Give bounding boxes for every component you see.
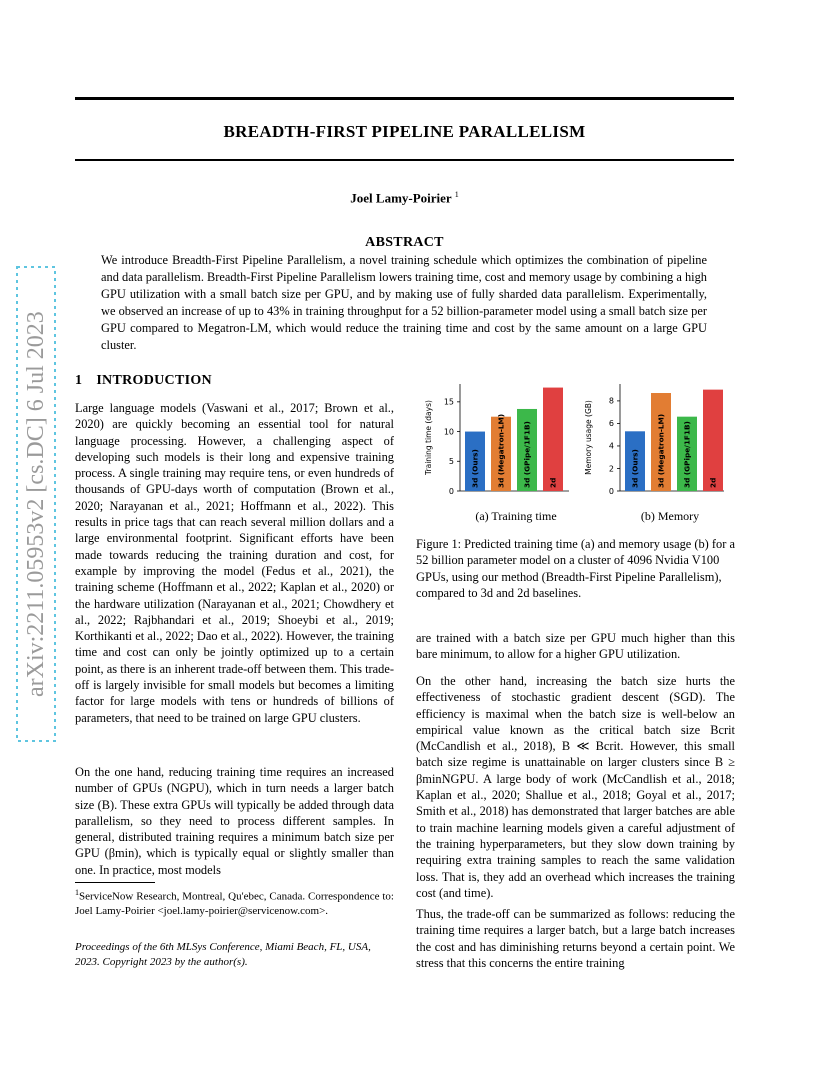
chart-0-bar-label-3: 2d <box>548 477 558 488</box>
chart-1-ytick-label: 0 <box>608 486 614 496</box>
arxiv-identifier[interactable]: arXiv:2211.05953v2 [cs.DC] 6 Jul 2023 <box>23 311 49 697</box>
footnote-text: ServiceNow Research, Montreal, Qu'ebec, Canada. Correspondence to: Joel Lamy-Poirier <joel.lamy-poirier@servicenow.com>. <box>75 890 394 918</box>
author-name: Joel Lamy-Poirier <box>350 190 452 206</box>
chart-0-ytick-label: 5 <box>448 457 454 467</box>
intro-paragraph-2: On the one hand, reducing training time requires an increased number of GPUs (NGPU), which in turn needs a larger batch size (B). These extra GPUs will typically be added through data parallelism, so they need to process different samples. In general, distributed training requires a minimum batch size per GPU (βmin), which is typically equal or slightly smaller than one. In practice, most models <box>75 765 394 877</box>
chart-1-bar-label-2: 3d (GPipe/1F1B) <box>682 421 692 488</box>
subcaption-b: (b) Memory <box>640 509 700 523</box>
chart-1-bar-3 <box>703 390 723 491</box>
chart-0-ytick-label: 10 <box>443 427 454 437</box>
figure-caption: Figure 1: Predicted training time (a) and memory usage (b) for a 52 billion parameter model on a cluster of 4096 Nvidia V100 GPUs, using our method (Breadth-First Pipeline Parallelism), compared to 3d and 2d baselines. <box>416 537 735 600</box>
author <box>75 190 734 206</box>
chart-1-bar-label-0: 3d (Ours) <box>630 449 640 488</box>
chart-0-bar-label-2: 3d (GPipe/1F1B) <box>522 421 532 488</box>
chart-0-ylabel: Training time (days) <box>424 400 433 475</box>
right-paragraph-2: On the other hand, increasing the batch size hurts the effectiveness of stochastic gradient descent (SGD). The efficiency is maximal when the batch size is well-below an empirical value known as the critical batch size Bcrit (McCandlish et al., 2018), B ≪ Bcrit. However, this small batch size regime is unattainable on larger clusters since B ≥ βminNGPU. A large body of work (McCandlish et al., 2018; Kaplan et al., 2020; Shallue et al., 2018; Goyal et al., 2017; Smith et al., 2018) has demonstrated that larger batches are able to train machine learning models given a careful adjustment of the training hyperparameters, but they slow down training by requiring extra training samples to reach the same validation loss. That is, they add an overhead which increases the training cost (and time). <box>416 674 735 900</box>
top-rule <box>75 97 734 100</box>
intro-paragraph-1: Large language models (Vaswani et al., 2017; Brown et al., 2020) are quickly becoming an essential tool for natural language processing. However, a challenging aspect of developing such models is their long and expensive training process. A single training may require tens, or even hundreds of thousands of GPU-days worth of computation (Brown et al., 2020; Narayanan et al., 2021; Hoffmann et al., 2022). This results in price tags that can reach several million dollars and a large environmental footprint. Significant efforts have been made towards reducing the training duration and cost, for example by improving the model (Fedus et al., 2021), the training scheme (Hoffmann et al., 2022; Kaplan et al., 2020) or the hardware utilization (Narayanan et al., 2021; Chowdhery et al., 2022; Rajbhandari et al., 2019; Shoeybi et al., 2019; Korthikanti et al., 2022; Dao et al., 2022). However, the training time and cost can only be jointly optimized up to a certain point, as there is an inherent trade-off between them. This trade-off is largely invisible for small models but becomes a limiting factor for large models with tens or hundreds of billions of parameters, that need to be trained on large GPU clusters. <box>75 401 394 725</box>
paper-title: BREADTH-FIRST PIPELINE PARALLELISM <box>223 122 586 141</box>
author-affiliation-mark: 1 <box>454 190 459 199</box>
right-paragraph-3: Thus, the trade-off can be summarized as follows: reducing the training time requires a larger batch, but a large batch increases the cost and has diminishing returns beyond a certain point. We stress that this concerns the entire training <box>416 907 735 970</box>
abstract-heading: ABSTRACT <box>365 235 444 250</box>
section-title: INTRODUCTION <box>96 373 212 388</box>
chart-1-bar-label-1: 3d (Megatron-LM) <box>656 413 666 488</box>
chart-0-bar-label-0: 3d (Ours) <box>470 449 480 488</box>
section-heading <box>75 373 212 389</box>
chart-1-bar-label-3: 2d <box>708 477 718 488</box>
footnote-mark: 1 <box>75 888 79 897</box>
memory-chart <box>578 378 728 523</box>
chart-1-ytick-label: 6 <box>608 419 614 429</box>
training-time-chart <box>418 378 573 523</box>
affiliation-footnote <box>75 886 394 919</box>
chart-1-ytick-label: 2 <box>608 464 614 474</box>
subcaption-a: (a) Training time <box>475 509 557 523</box>
chart-0-ytick-label: 0 <box>448 486 454 496</box>
right-paragraph-1: are trained with a batch size per GPU much higher than this bare minimum, to allow for a higher GPU utilization. <box>416 631 735 662</box>
proceedings-note: Proceedings of the 6th MLSys Conference, Miami Beach, FL, USA, 2023. Copyright 2023 by the author(s). <box>75 941 371 968</box>
footnote-rule <box>75 882 155 883</box>
chart-1-ylabel: Memory usage (GB) <box>584 400 593 475</box>
section-number: 1 <box>75 373 83 388</box>
chart-1-ytick-label: 4 <box>608 441 614 451</box>
chart-1-ytick-label: 8 <box>608 396 614 406</box>
chart-0-ytick-label: 15 <box>443 397 454 407</box>
chart-0-bar-3 <box>543 388 563 491</box>
chart-0-bar-label-1: 3d (Megatron-LM) <box>496 413 506 488</box>
abstract-text: We introduce Breadth-First Pipeline Parallelism, a novel training schedule which optimizes the combination of pipeline and data parallelism. Breadth-First Pipeline Parallelism lowers training time, cost and memory usage by combining a high GPU utilization with a small batch size per GPU, and by making use of fully sharded data parallelism. Experimentally, we observed an increase of up to 43% in training throughput for a 52 billion-parameter model using a small batch size per GPU compared to Megatron-LM, which would reduce the training time and cost by the same amount on a large GPU cluster. <box>101 253 707 352</box>
title-rule <box>75 159 734 161</box>
